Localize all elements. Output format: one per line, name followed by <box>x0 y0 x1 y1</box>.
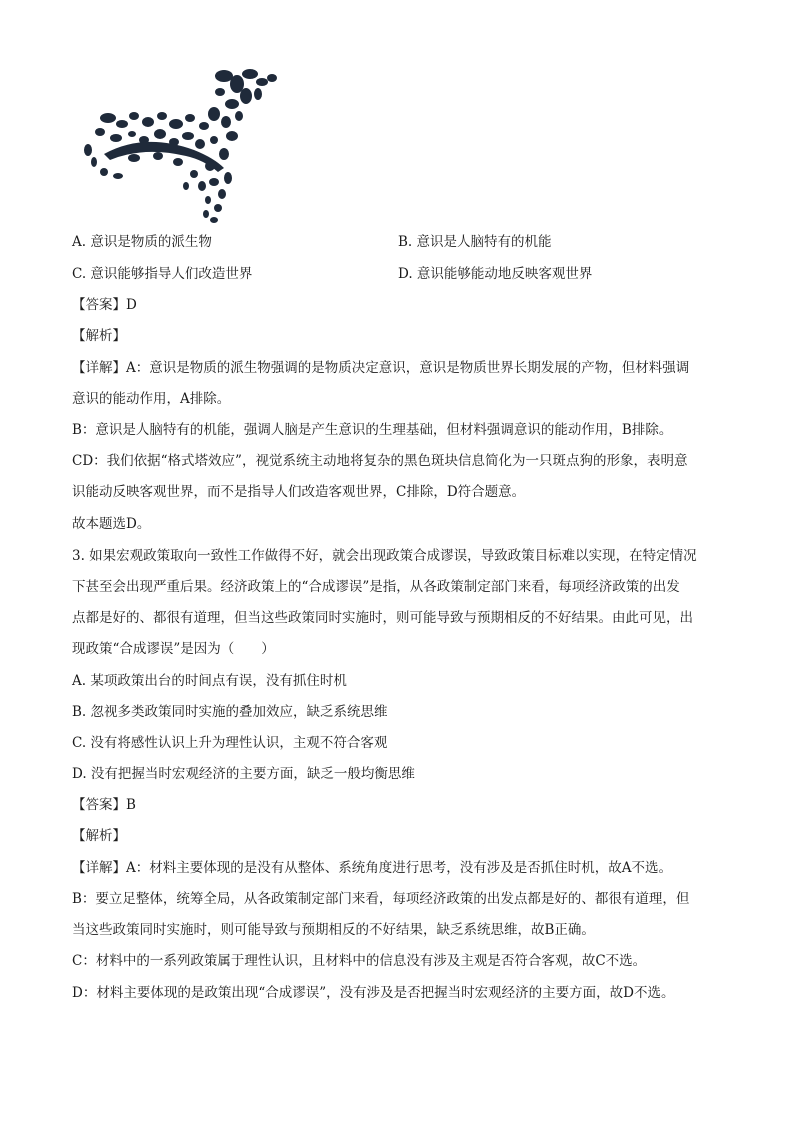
q2-option-b: B. 意识是人脑特有的机能 <box>398 234 552 250</box>
q3-stem-line: 现政策“合成谬误”是因为（ ） <box>72 641 275 657</box>
q2-detail-line: B：意识是人脑特有的机能，强调人脑是产生意识的生理基础，但材料强调意识的能动作用，B排除。 <box>72 422 673 438</box>
q3-detail-line: 当这些政策同时实施时，则可能导致与预期相反的不好结果，缺乏系统思维，故B正确。 <box>72 922 595 938</box>
q3-stem-line: 下甚至会出现严重后果。经济政策上的“合成谬误”是指，从各政策制定部门来看，每项经济政策的出发 <box>72 579 680 595</box>
q2-conclusion: 故本题选D。 <box>72 516 151 532</box>
q3-option-b: B. 忽视多类政策同时实施的叠加效应，缺乏系统思维 <box>72 704 388 720</box>
q3-stem-line: 点都是好的、都很有道理，但当这些政策同时实施时，则可能导致与预期相反的不好结果。由此可见，出 <box>72 610 693 626</box>
q3-detail-line: B：要立足整体，统筹全局，从各政策制定部门来看，每项经济政策的出发点都是好的、都很有道理，但 <box>72 891 690 907</box>
q3-option-c: C. 没有将感性认识上升为理性认识，主观不符合客观 <box>72 735 388 751</box>
q3-detail-line: 【详解】A：材料主要体现的是没有从整体、系统角度进行思考，没有涉及是否抓住时机，故A不选。 <box>72 860 672 876</box>
q3-detail-line: C：材料中的一系列政策属于理性认识，且材料中的信息没有涉及主观是否符合客观，故C不选。 <box>72 953 647 969</box>
q3-answer: 【答案】B <box>72 797 136 813</box>
q2-detail-line: 【详解】A：意识是物质的派生物强调的是物质决定意识，意识是物质世界长期发展的产物，但材料强调 <box>72 360 690 376</box>
q2-answer: 【答案】D <box>72 297 137 313</box>
q2-option-d: D. 意识能够能动地反映客观世界 <box>398 266 593 282</box>
q2-option-a: A. 意识是物质的派生物 <box>72 234 212 250</box>
q3-detail-line: D：材料主要体现的是政策出现“合成谬误”，没有涉及是否把握当时宏观经济的主要方面，故D不选。 <box>72 985 675 1001</box>
q3-option-d: D. 没有把握当时宏观经济的主要方面，缺乏一般均衡思维 <box>72 766 415 782</box>
q3-analysis-label: 【解析】 <box>72 828 126 844</box>
q2-detail-line: 意识的能动作用，A排除。 <box>72 391 231 407</box>
q3-option-a: A. 某项政策出台的时间点有误，没有抓住时机 <box>72 673 347 689</box>
dalmatian-spots-icon <box>74 62 284 224</box>
q3-stem-line: 3. 如果宏观政策取向一致性工作做得不好，就会出现政策合成谬误，导致政策目标难以实现，在特定情况 <box>72 548 697 564</box>
q2-option-c: C. 意识能够指导人们改造世界 <box>72 266 253 282</box>
q2-detail-line: CD：我们依据“格式塔效应”，视觉系统主动地将复杂的黑色斑块信息简化为一只斑点狗的形象，表明意 <box>72 453 688 469</box>
q2-detail-line: 识能动反映客观世界，而不是指导人们改造客观世界，C排除，D符合题意。 <box>72 484 526 500</box>
q2-analysis-label: 【解析】 <box>72 328 126 344</box>
